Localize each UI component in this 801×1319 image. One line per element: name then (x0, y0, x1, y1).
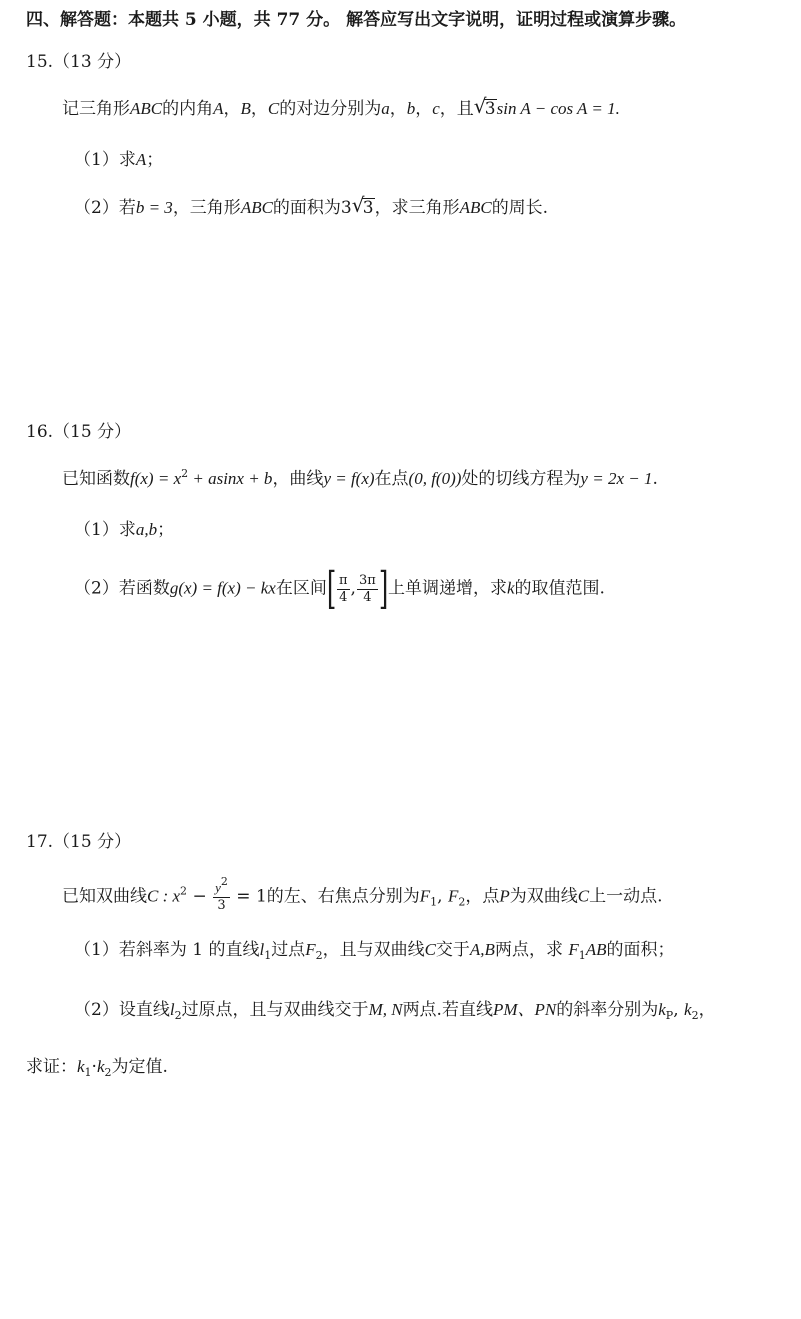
section-heading (26, 8, 686, 32)
sqrt-three: √ 3 (473, 94, 496, 119)
section-heading-text: 四、解答题：本题共 5 小题，共 77 分。 解答应写出文字说明，证明过程或演算步骤。 (26, 10, 687, 30)
q17-stem: 已知双曲线C : $x^2$ − $\frac{y^2}{3}$ = 1的左、右焦点分别为$F_1$, $F_2$，点P为双曲线C上一动点. (62, 875, 663, 913)
q16-part1: （1）求a,b； (74, 520, 175, 540)
sqrt-three-area: √ 3 (351, 193, 374, 218)
q15-part2: （2）若b = 3，三角形ABC的面积为3 √ 3，求三角形ABC的周长. (74, 193, 549, 218)
q17-part1: （1）若斜率为 1 的直线$l_1$过点$F_2$，且与双曲线C交于A,B两点，求 $F_1AB$的面积； (74, 940, 675, 962)
fraction-3pi-over-4: $\frac{3\pi}{4}$ (358, 572, 376, 605)
left-bracket: [ (326, 563, 337, 614)
q15-stem: 记三角形ABC的内角A，B，C的对边分别为a，b，c，且 √ 3sin A − cos A = 1. (62, 94, 620, 119)
fraction-pi-over-4: $\frac{\pi}{4}$ (339, 572, 348, 605)
q15-number: 15.（13 分） (26, 52, 132, 72)
q16-number: 16.（15 分） (26, 422, 132, 442)
q17-part2: （2）设直线$l_2$过原点，且与双曲线交于M, N两点.若直线PM、PN的斜率分别为$k_P$, $k_2$， (74, 1000, 716, 1022)
q17-number: 17.（15 分） (26, 832, 132, 852)
right-bracket: ] (378, 563, 389, 614)
q16-part2: （2）若函数g(x) = f(x) − kx在区间[ $\frac{\pi}{4}$ , $\frac{3\pi}{4}$ ]上单调递增，求k的取值范围. (74, 563, 605, 614)
q17-prove: 求证：$k_1\cdot k_2$为定值. (26, 1057, 168, 1079)
q16-stem: 已知函数$f(x) = x^2 + asinx + b$，曲线y = f(x)在点(0, f(0))处的切线方程为y = 2x − 1. (62, 467, 658, 489)
fraction-y2-over-3: $\frac{y^2}{3}$ (215, 875, 228, 913)
q15-part1: （1）求A； (74, 150, 164, 170)
